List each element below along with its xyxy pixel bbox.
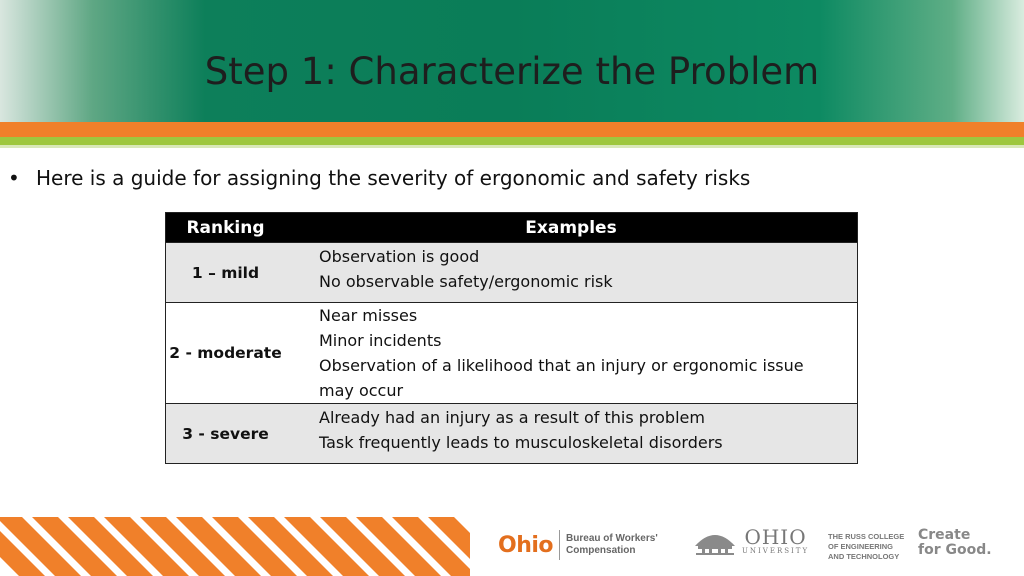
bwc-text [566,533,658,557]
russ-line: OF ENGINEERING [828,542,894,551]
example-line: Already had an injury as a result of this problem [319,408,705,427]
footer-logos [498,524,1008,568]
bullet-icon: • [8,166,20,190]
bullet-point [8,166,750,190]
table-header [166,213,857,242]
bullet-text: Here is a guide for assigning the severity of ergonomic and safety risks [36,166,751,190]
ohio-wordmark: Ohio [498,532,554,558]
example-line: No observable safety/ergonomic risk [319,272,613,291]
slide-title: Step 1: Characterize the Problem [204,50,820,93]
examples-cell [285,243,857,302]
ranking-cell: 3 - severe [182,424,269,443]
table-row [166,242,857,302]
ou-text [742,527,809,555]
russ-line: THE RUSS COLLEGE [828,532,905,541]
example-line: Observation is good [319,247,480,266]
ranking-cell: 2 - moderate [169,344,282,362]
example-line: Minor incidents [319,331,442,350]
create-for-good-logo [918,528,992,558]
examples-cell [285,404,857,463]
russ-college-logo [828,532,904,562]
example-line: Task frequently leads to musculoskeletal disorders [319,433,723,452]
severity-table [165,212,858,464]
orange-stripe [0,122,1024,137]
university-seal-icon [692,526,738,556]
example-line: Observation of a likelihood that an injury or ergonomic issue may occur [319,356,804,400]
bwc-line: Bureau of Workers' [566,533,658,544]
ranking-cell: 1 – mild [191,263,260,282]
examples-cell [285,303,857,403]
example-line: Near misses [319,306,418,325]
ohio-bwc-logo [498,530,658,560]
ou-word: OHIO [744,525,807,549]
create-line: Create [918,527,971,543]
header-examples: Examples [525,217,617,238]
header-ranking: Ranking [186,217,265,238]
hazard-stripes [0,517,470,576]
russ-line: AND TECHNOLOGY [828,552,900,561]
logo-divider [559,530,560,560]
bwc-line: Compensation [566,545,636,556]
table-row [166,403,857,463]
create-line: for Good. [918,542,992,558]
green-stripe [0,137,1024,145]
ohio-university-logo [692,526,809,556]
thin-stripe [0,145,1024,148]
table-row [166,302,857,403]
ou-university: UNIVERSITY [742,547,810,555]
